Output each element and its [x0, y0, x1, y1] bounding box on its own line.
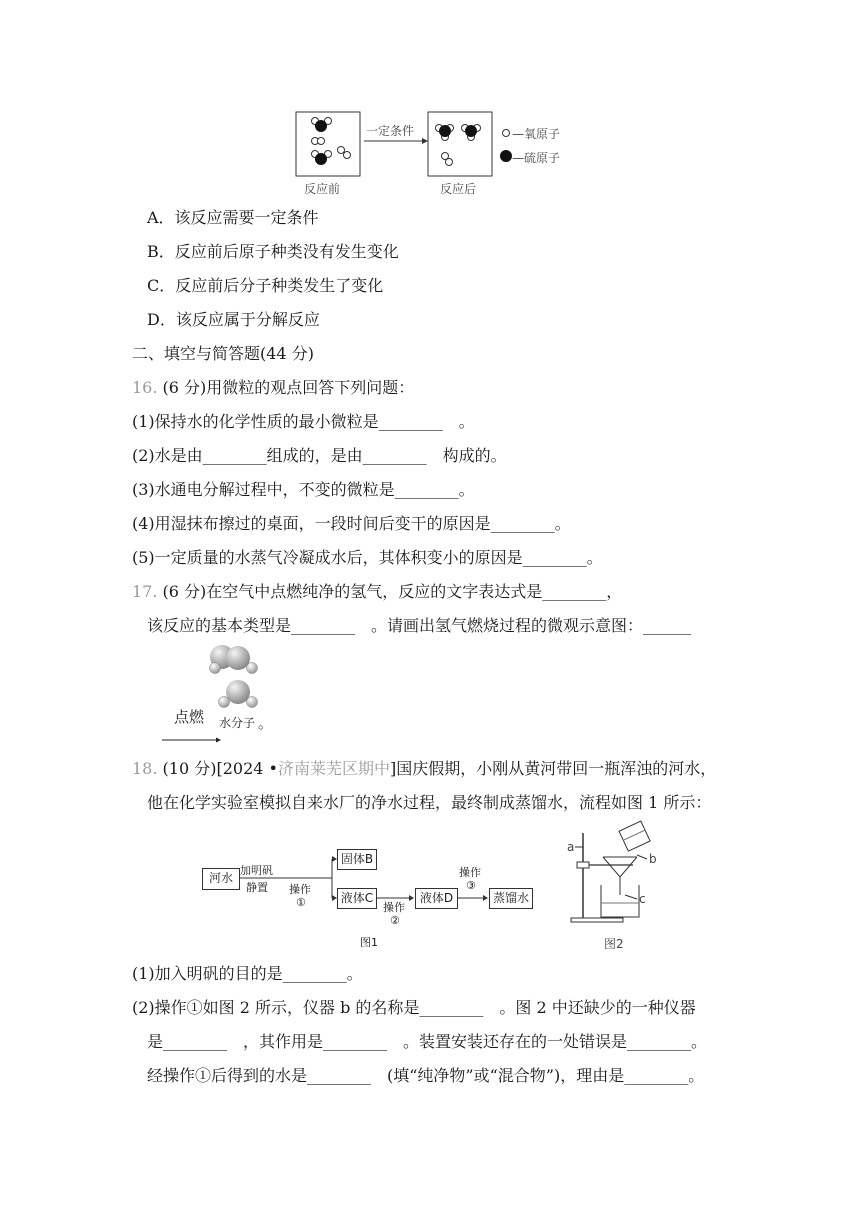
- option-d: D．该反应属于分解反应: [147, 310, 320, 329]
- label-op1-a: 操作: [289, 883, 311, 896]
- section-title: 二、填空与简答题(44 分): [132, 344, 314, 363]
- legend-sulfur: —硫原子: [512, 151, 561, 165]
- label-c: c: [639, 892, 646, 906]
- q18-line-1: [132, 758, 716, 780]
- q16-item-5: (5)一定质量的水蒸气冷凝成水后，其体积变小的原因是________。: [132, 548, 603, 567]
- q16-stem-line: [132, 377, 414, 399]
- after-label: 反应后: [440, 182, 477, 196]
- label-b: b: [649, 852, 657, 866]
- label-op3-b: ③: [466, 879, 476, 892]
- q17-text-1: (6 分)在空气中点燃纯净的氢气，反应的文字表达式是________，: [162, 582, 623, 601]
- label-a: a: [567, 840, 575, 854]
- molecule-period: 。: [258, 714, 274, 732]
- fig1-caption: 图1: [360, 936, 378, 949]
- q18-line-2: 他在化学实验室模拟自来水厂的净水过程，最终制成蒸馏水，流程如图 1 所示：: [147, 793, 712, 812]
- q16-number: 16.: [132, 378, 158, 397]
- q18-source: 济南莱芜区期中: [277, 759, 390, 778]
- box-solid-b: 固体B: [337, 849, 377, 870]
- q18-sub-2-line-2: 是________ ，其作用是________ 。装置安装还存在的一处错误是________。: [147, 1032, 708, 1051]
- label-op1-b: ①: [296, 896, 306, 909]
- fig2-caption: 图2: [604, 937, 624, 951]
- option-b: B．反应前后原子种类没有发生变化: [147, 242, 399, 261]
- q17-line-1: [132, 581, 622, 603]
- molecule-label: 水分子: [219, 716, 256, 730]
- box-river: 河水: [202, 868, 240, 890]
- q18-sub-2-line-3: 经操作①后得到的水是________ (填“纯净物”或“混合物”)，理由是________。: [147, 1066, 705, 1085]
- box-liquid-c: 液体C: [337, 888, 377, 909]
- q17-number: 17.: [132, 582, 158, 601]
- q16-item-1: (1)保持水的化学性质的最小微粒是________ 。: [132, 412, 475, 431]
- legend-oxygen: —氧原子: [512, 127, 561, 141]
- apparatus-svg: [565, 815, 665, 930]
- label-op2-b: ②: [390, 914, 400, 927]
- q18-text-post: ]国庆假期，小刚从黄河带回一瓶浑浊的河水，: [389, 759, 717, 778]
- box-distilled: 蒸馏水: [489, 888, 533, 909]
- box-liquid-d: 液体D: [415, 888, 458, 909]
- q16-item-4: (4)用湿抹布擦过的桌面，一段时间后变干的原因是________。: [132, 514, 571, 533]
- label-add-alum: 加明矾: [240, 864, 273, 877]
- q18-text-pre: (10 分)[2024 •: [162, 759, 278, 778]
- option-a: A．该反应需要一定条件: [147, 208, 319, 227]
- label-op2-a: 操作: [383, 901, 405, 914]
- label-op3-a: 操作: [459, 866, 481, 879]
- q16-item-3: (3)水通电分解过程中，不变的微粒是________。: [132, 480, 475, 499]
- q18-sub-1: (1)加入明矾的目的是________。: [132, 964, 363, 983]
- option-c: C．反应前后分子种类发生了变化: [147, 276, 384, 295]
- q18-sub-2-line-1: (2)操作①如图 2 所示，仪器 b 的名称是________ 。图 2 中还缺少的一种仪器: [132, 998, 696, 1017]
- arrow-label: 一定条件: [366, 124, 415, 138]
- q16-item-2: (2)水是由________组成的，是由________ 构成的。: [132, 446, 507, 465]
- ignite-label: 点燃: [174, 708, 205, 726]
- q16-stem: (6 分)用微粒的观点回答下列问题：: [162, 378, 415, 397]
- label-settle: 静置: [246, 881, 268, 894]
- before-label: 反应前: [304, 182, 341, 196]
- q17-line-2: 该反应的基本类型是________ 。请画出氢气燃烧过程的微观示意图：______: [147, 616, 692, 635]
- q18-number: 18.: [132, 759, 158, 778]
